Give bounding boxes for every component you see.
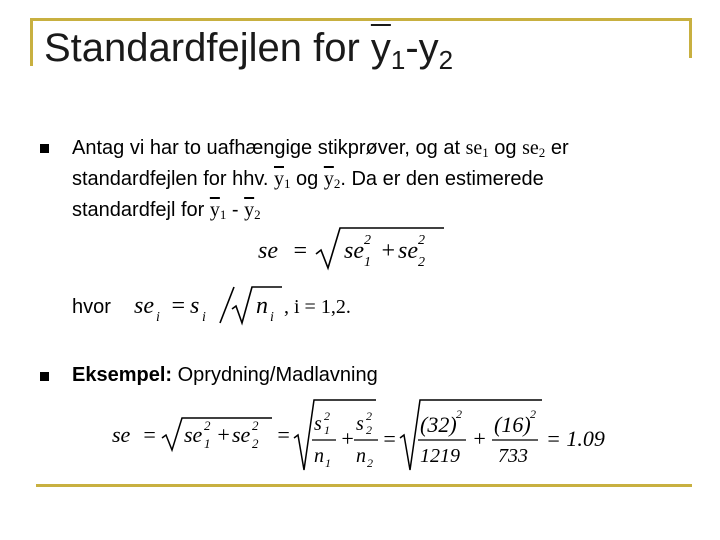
svg-text:+: + — [472, 426, 487, 451]
svg-text:1: 1 — [325, 456, 331, 470]
frame-bottom-line — [36, 484, 692, 487]
frame-top-line — [30, 18, 692, 21]
svg-text:n: n — [256, 293, 268, 319]
formula-se-sum — [256, 224, 456, 274]
bullet1-paragraph — [72, 135, 692, 228]
svg-text:i: i — [202, 310, 206, 325]
svg-text:+: + — [380, 238, 397, 264]
svg-text:2: 2 — [366, 409, 372, 423]
svg-text:=: = — [170, 293, 187, 319]
svg-text:se: se — [398, 238, 418, 264]
svg-text:2: 2 — [252, 436, 259, 451]
svg-text:1: 1 — [204, 436, 211, 451]
svg-text:2: 2 — [367, 456, 373, 470]
svg-text:s: s — [356, 413, 364, 435]
svg-text:(32): (32) — [420, 412, 457, 437]
svg-text:se: se — [134, 293, 154, 319]
svg-text:(16): (16) — [494, 412, 531, 437]
svg-text:=: = — [142, 422, 157, 447]
title-sub2: 2 — [438, 45, 454, 75]
bullet1-line2: standardfejlen for hhv. $\overline{y}_1$ og $\overline{y}_2$. Da er den estimerede — [72, 168, 544, 191]
slide-title — [44, 28, 453, 73]
svg-text:1: 1 — [324, 423, 330, 437]
index-range: , i = 1,2. — [284, 296, 351, 318]
svg-text:2: 2 — [418, 255, 425, 270]
bullet-square-2 — [40, 372, 49, 381]
svg-text:2: 2 — [530, 407, 536, 421]
svg-text:+: + — [216, 422, 231, 447]
svg-text:i: i — [270, 310, 274, 325]
svg-text:2: 2 — [366, 423, 372, 437]
title-dash-y: -y — [405, 26, 439, 70]
svg-text:1: 1 — [364, 255, 371, 270]
hvor-label: hvor — [72, 296, 111, 318]
svg-text:2: 2 — [364, 233, 371, 248]
frame-right-line — [689, 18, 692, 58]
svg-text:=: = — [382, 426, 397, 451]
svg-text:2: 2 — [324, 409, 330, 423]
svg-text:2: 2 — [204, 418, 211, 433]
svg-text:se: se — [184, 422, 203, 447]
title-text: Standardfejlen for — [44, 26, 371, 70]
bullet2-text: Eksempel: Oprydning/Madlavning — [72, 364, 378, 386]
bullet-square-1 — [40, 144, 49, 153]
svg-text:2: 2 — [418, 233, 425, 248]
svg-text:+: + — [340, 426, 355, 451]
svg-text:se: se — [232, 422, 251, 447]
svg-text:n: n — [356, 445, 366, 467]
title-sub1: 1 — [390, 45, 406, 75]
formula-sei — [134, 283, 394, 329]
svg-text:733: 733 — [498, 445, 528, 467]
bullet1-line3: standardfejl for $\overline{y}_1 - \overline{y}_2$ — [72, 199, 261, 222]
svg-text:n: n — [314, 445, 324, 467]
svg-text:i: i — [156, 310, 160, 325]
bullet1-line1: Antag vi har to uafhængige stikprøver, og at $se_1$ og $se_2$ er — [72, 137, 569, 160]
svg-text:se: se — [112, 422, 131, 447]
slash — [220, 287, 234, 323]
svg-text:1219: 1219 — [420, 445, 460, 467]
formula-lhs: se — [258, 238, 278, 264]
svg-text:s: s — [314, 413, 322, 435]
formula-eq: = — [292, 238, 309, 264]
svg-text:=: = — [276, 422, 291, 447]
svg-text:s: s — [190, 293, 200, 319]
title-y1: $\overline{y}$ — [370, 26, 391, 70]
formula-example — [110, 396, 610, 476]
svg-text:se: se — [344, 238, 364, 264]
frame-left-line — [30, 18, 33, 66]
svg-text:2: 2 — [456, 407, 462, 421]
example-result: = 1.09 — [546, 426, 605, 451]
svg-text:2: 2 — [252, 418, 259, 433]
